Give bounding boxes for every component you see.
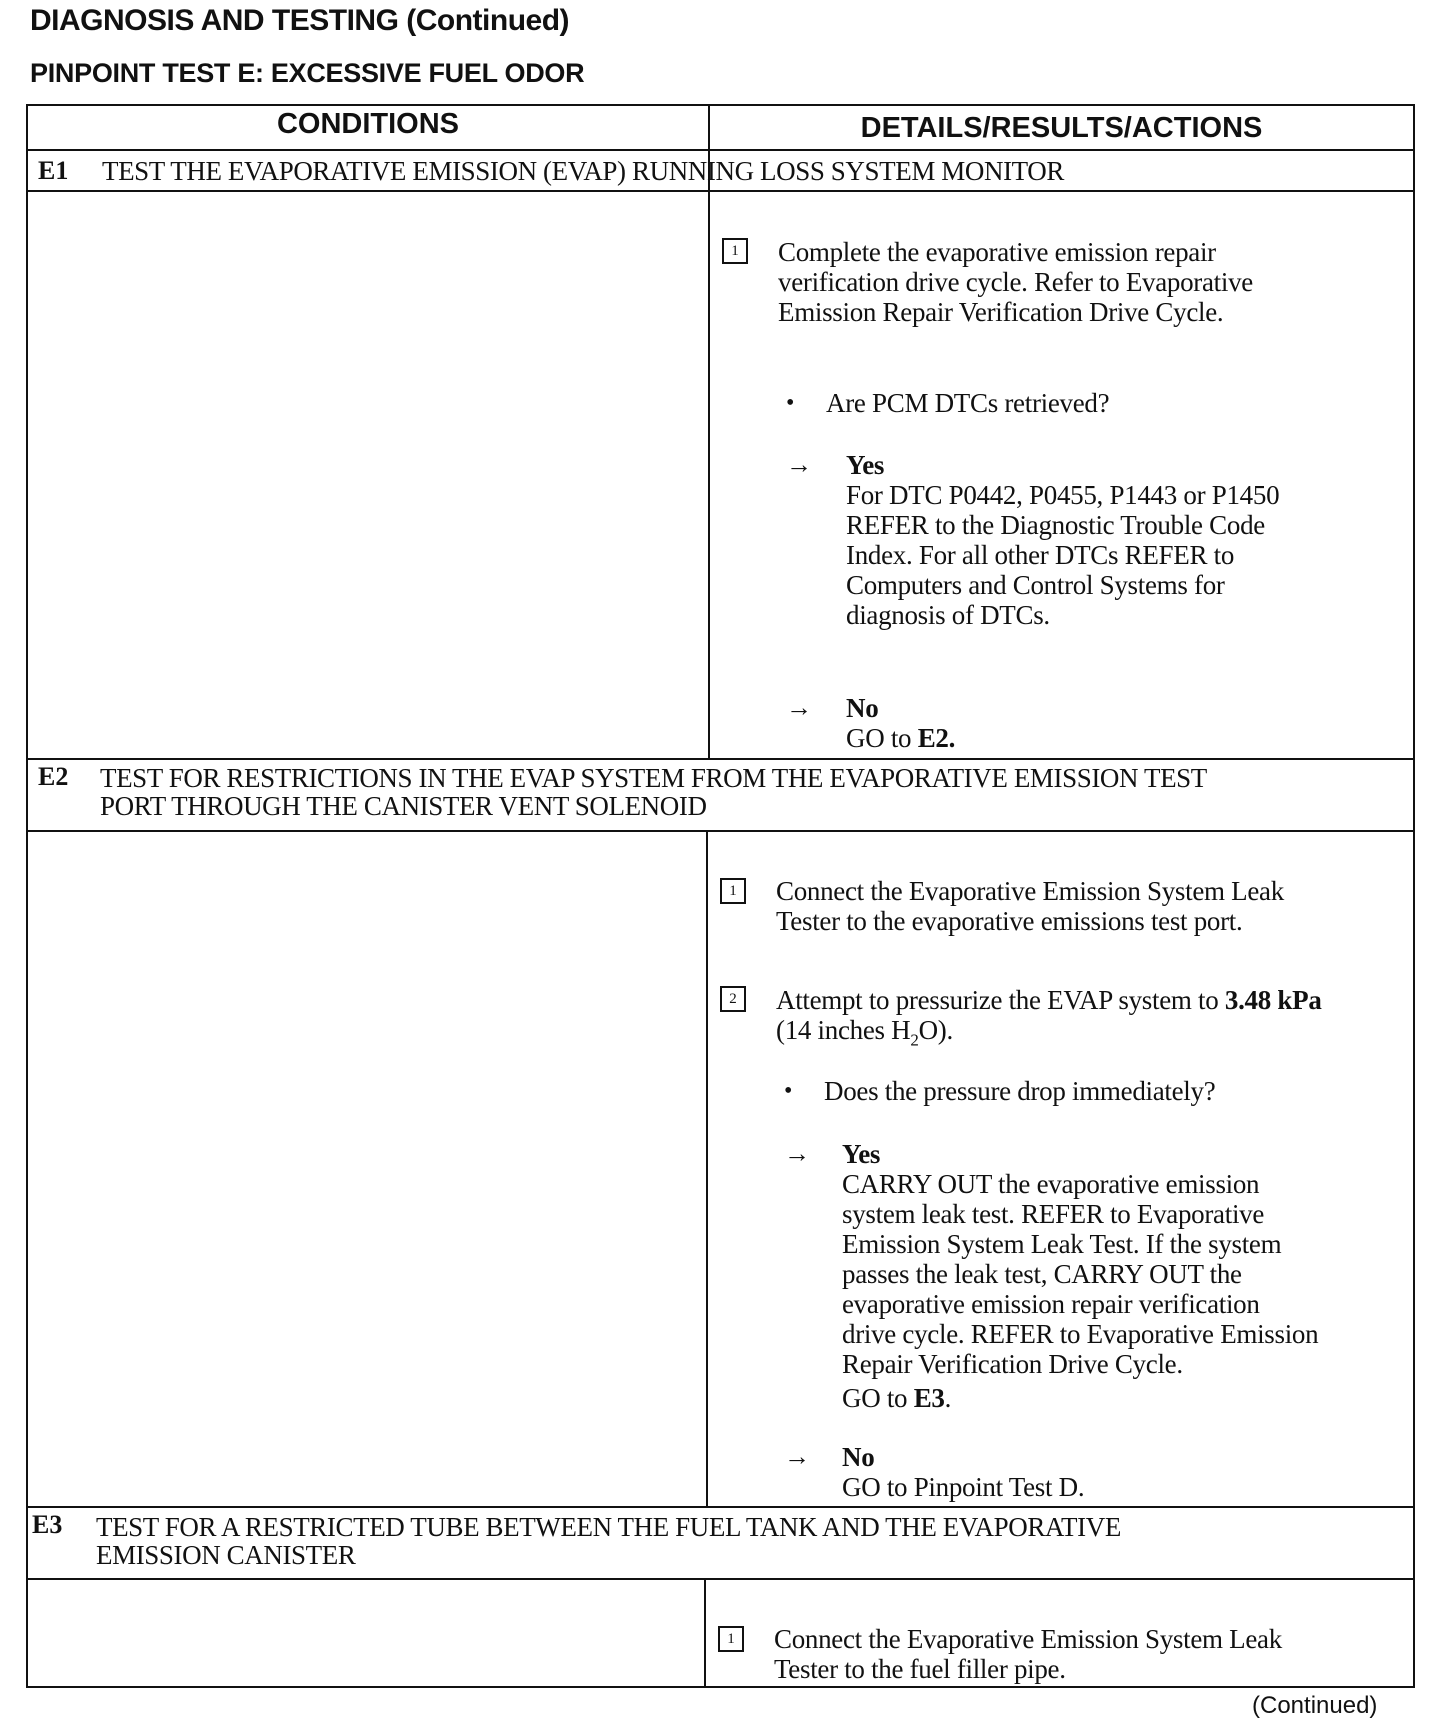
pinpoint-test-title: PINPOINT TEST E: EXCESSIVE FUEL ODOR: [30, 58, 585, 88]
section-id-e1: E1: [38, 156, 69, 185]
step-number-box: 1: [720, 878, 746, 904]
section-title-e3: TEST FOR A RESTRICTED TUBE BETWEEN THE FUEL TANK AND THE EVAPORATIVE EMISSION CANISTER: [96, 1512, 1121, 1570]
arrow-right-icon: →: [786, 693, 812, 722]
e2-no-block: No GO to Pinpoint Test D.: [842, 1442, 1085, 1502]
continued-label: (Continued): [1252, 1692, 1378, 1719]
e1-question: Are PCM DTCs retrieved?: [826, 388, 1110, 418]
row-divider: [26, 1506, 1415, 1508]
bullet-icon: •: [786, 390, 795, 416]
column-divider: [706, 830, 708, 1506]
bullet-icon: •: [784, 1078, 793, 1104]
e1-no-block: No GO to E2.: [846, 693, 956, 753]
e2-step1-text: Connect the Evaporative Emission System Leak Tester to the evaporative emissions test port.: [776, 876, 1284, 936]
e2-step2-text: Attempt to pressurize the EVAP system to 3.48 kPa (14 inches $H_2O$).: [776, 985, 1322, 1050]
e1-step1-text: Complete the evaporative emission repair verification drive cycle. Refer to Evaporative Emission Repair Verification Drive Cycle.: [778, 237, 1253, 327]
arrow-right-icon: →: [784, 1442, 810, 1471]
e1-yes-block: Yes For DTC P0442, P0455, P1443 or P1450 REFER to the Diagnostic Trouble Code Index. For all other DTCs REFER to Computers and Control Systems for diagnosis of DTCs.: [846, 450, 1280, 630]
row-divider: [26, 149, 1415, 151]
e3-step1-text: Connect the Evaporative Emission System Leak Tester to the fuel filler pipe.: [774, 1624, 1282, 1684]
step-number-box: 1: [718, 1626, 744, 1652]
row-divider: [26, 830, 1415, 832]
page-title: DIAGNOSIS AND TESTING (Continued): [30, 4, 570, 37]
column-divider: [704, 1578, 706, 1688]
column-header-conditions: CONDITIONS: [276, 108, 460, 140]
row-divider: [26, 190, 1415, 192]
step-number-box: 2: [720, 986, 746, 1012]
e2-question: Does the pressure drop immediately?: [824, 1076, 1216, 1106]
column-header-details: DETAILS/RESULTS/ACTIONS: [860, 112, 1263, 144]
section-title-e1: TEST THE EVAPORATIVE EMISSION (EVAP) RUNNING LOSS SYSTEM MONITOR: [102, 156, 1064, 186]
section-id-e3: E3: [32, 1510, 63, 1539]
arrow-right-icon: →: [784, 1139, 810, 1168]
arrow-right-icon: →: [786, 450, 812, 479]
e2-yes-block: Yes CARRY OUT the evaporative emission system leak test. REFER to Evaporative Emission System Leak Test. If the system passes the leak test, CARRY OUT the evaporative emission repair verification drive cycle. REFER to Evaporative Emission Repair Verification Drive Cycle. GO to E3.: [842, 1139, 1319, 1413]
section-id-e2: E2: [38, 762, 69, 791]
row-divider: [26, 758, 1415, 760]
column-divider: [708, 190, 710, 758]
row-divider: [26, 1578, 1415, 1580]
section-title-e2: TEST FOR RESTRICTIONS IN THE EVAP SYSTEM FROM THE EVAPORATIVE EMISSION TEST PORT THROUGH THE CANISTER VENT SOLENOID: [100, 763, 1207, 821]
step-number-box: 1: [722, 238, 748, 264]
